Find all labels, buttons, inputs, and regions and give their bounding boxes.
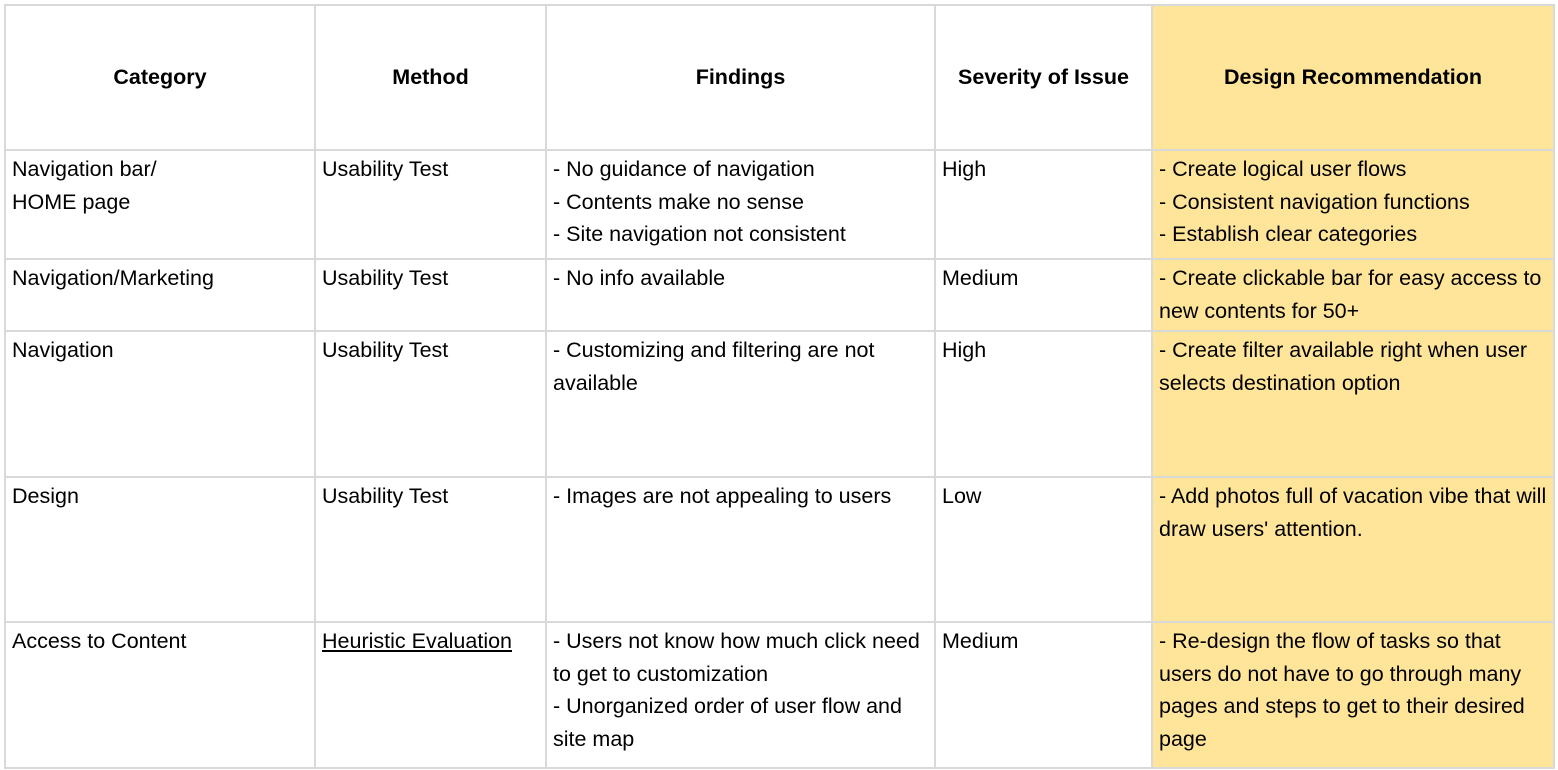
cell-category[interactable]: Access to Content [5,622,315,768]
cell-findings[interactable]: - Images are not appealing to users [546,477,935,622]
cell-category[interactable]: Navigation [5,331,315,477]
cell-severity[interactable]: High [935,150,1152,259]
table-row [5,331,1554,477]
findings-table [4,4,1555,769]
table-row [5,259,1554,331]
cell-category[interactable]: Navigation bar/ HOME page [5,150,315,259]
cell-method[interactable]: Usability Test [315,331,546,477]
cell-findings[interactable]: - Users not know how much click need to get to customization - Unorganized order of user flow and site map [546,622,935,768]
cell-category[interactable]: Design [5,477,315,622]
table-row [5,150,1554,259]
cell-recommendation[interactable]: - Re-design the flow of tasks so that users do not have to go through many pages and steps to get to their desired page [1152,622,1554,768]
cell-method[interactable]: Usability Test [315,477,546,622]
cell-recommendation[interactable]: - Add photos full of vacation vibe that will draw users' attention. [1152,477,1554,622]
header-recommendation[interactable]: Design Recommendation [1152,5,1554,150]
cell-recommendation[interactable]: - Create logical user flows - Consistent navigation functions - Establish clear categories [1152,150,1554,259]
header-row [5,5,1554,150]
cell-severity[interactable]: Medium [935,622,1152,768]
cell-findings[interactable]: - No info available [546,259,935,331]
cell-severity[interactable]: Medium [935,259,1152,331]
cell-method[interactable]: Usability Test [315,259,546,331]
cell-method[interactable]: Usability Test [315,150,546,259]
cell-findings[interactable]: - No guidance of navigation - Contents make no sense - Site navigation not consistent [546,150,935,259]
cell-severity[interactable]: High [935,331,1152,477]
cell-method[interactable] [315,622,546,768]
header-method[interactable]: Method [315,5,546,150]
header-severity[interactable]: Severity of Issue [935,5,1152,150]
cell-category[interactable]: Navigation/Marketing [5,259,315,331]
cell-severity[interactable]: Low [935,477,1152,622]
header-findings[interactable]: Findings [546,5,935,150]
findings-table-container [4,4,1555,769]
table-row [5,477,1554,622]
table-row [5,622,1554,768]
cell-recommendation[interactable]: - Create filter available right when user selects destination option [1152,331,1554,477]
heuristic-evaluation-link[interactable]: Heuristic Evaluation [322,629,513,653]
cell-findings[interactable]: - Customizing and filtering are not available [546,331,935,477]
cell-recommendation[interactable]: - Create clickable bar for easy access to new contents for 50+ [1152,259,1554,331]
header-category[interactable]: Category [5,5,315,150]
